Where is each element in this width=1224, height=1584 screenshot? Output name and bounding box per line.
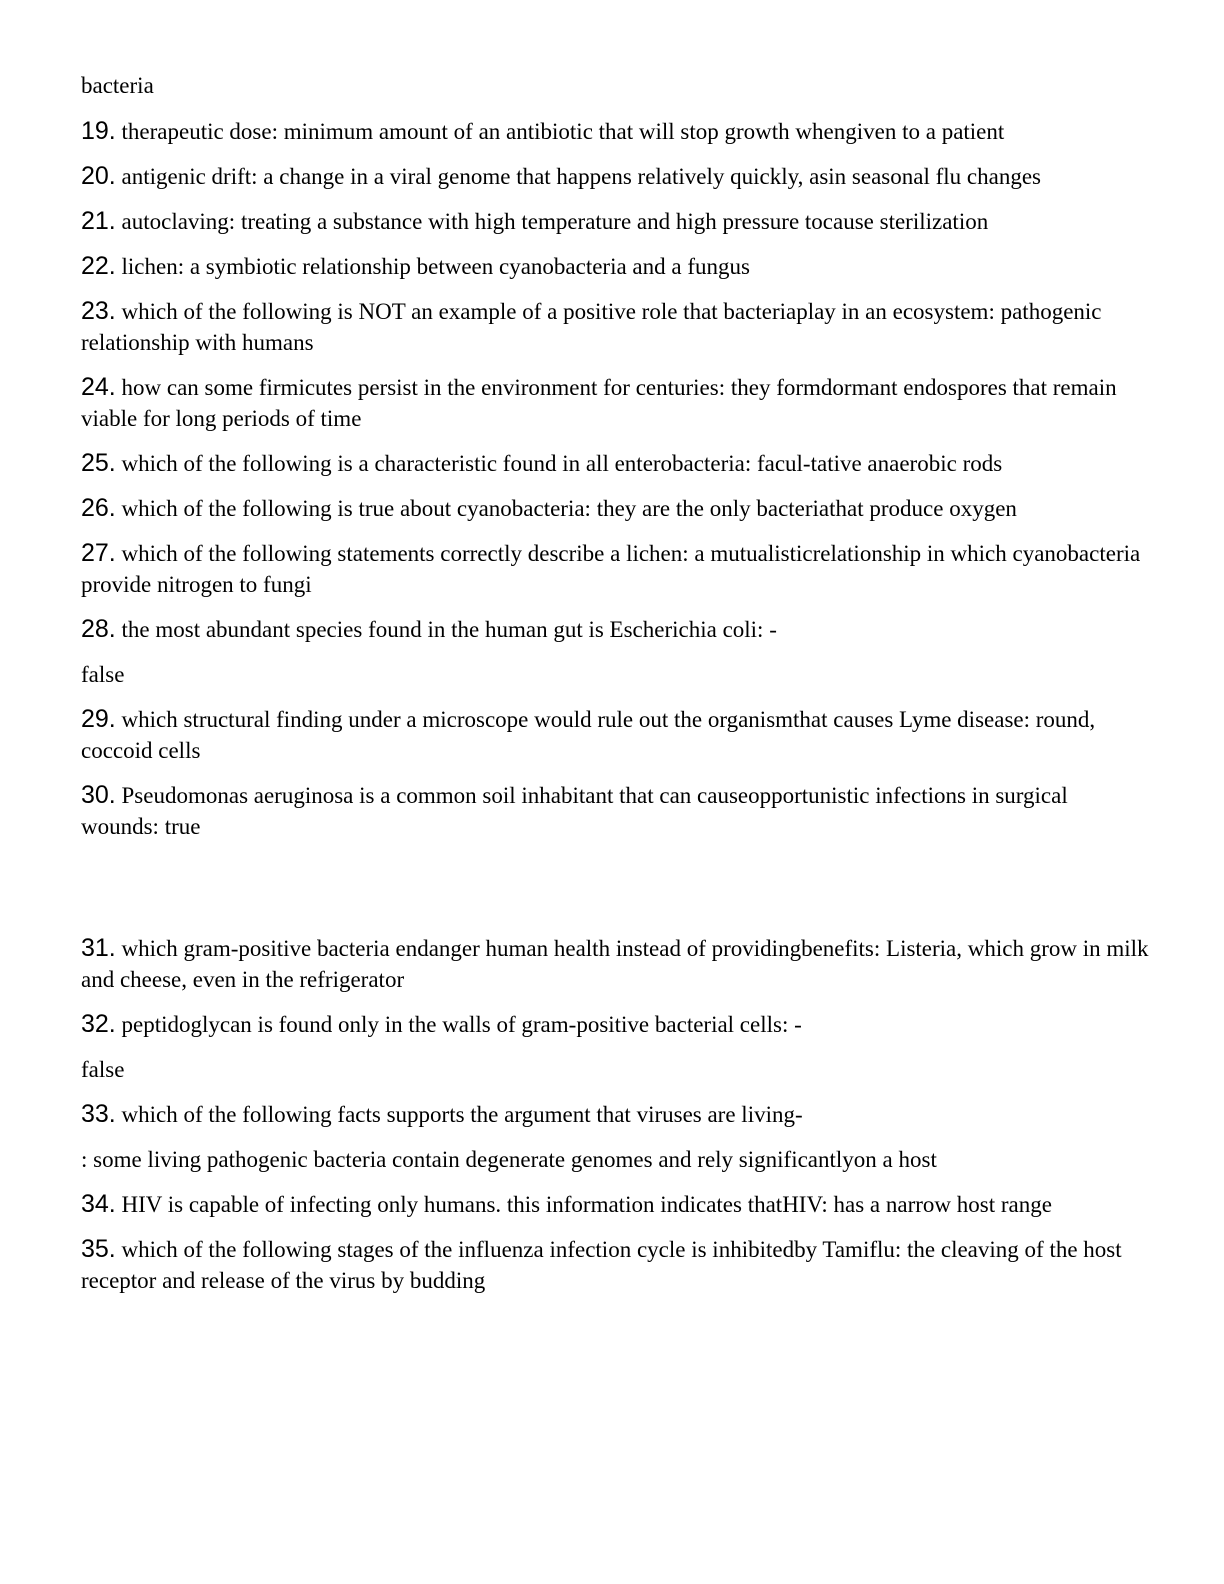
- question-number: 23.: [81, 297, 116, 325]
- question-20: [81, 161, 1151, 192]
- question-text: antigenic drift: a change in a viral genome that happens relatively quickly, asin seasonal flu changes: [115, 164, 1041, 189]
- question-number: 25.: [81, 449, 116, 477]
- question-23: [81, 296, 1151, 358]
- question-28: [81, 614, 1151, 645]
- question-21: [81, 206, 1151, 237]
- question-text: which structural finding under a microscope would rule out the organismthat causes Lyme disease: round, coccoid cells: [81, 707, 1096, 763]
- answer-32: false: [81, 1057, 125, 1082]
- question-33: [81, 1099, 1151, 1130]
- question-text: therapeutic dose: minimum amount of an antibiotic that will stop growth whengiven to a patient: [115, 119, 1005, 144]
- question-24: [81, 372, 1151, 434]
- question-text: Pseudomonas aeruginosa is a common soil inhabitant that can causeopportunistic infections in surgical wounds: true: [81, 783, 1068, 839]
- question-22: [81, 251, 1151, 282]
- question-32: [81, 1009, 1151, 1040]
- question-text: which of the following is NOT an example of a positive role that bacteriaplay in an ecosystem: pathogenic relationship with humans: [81, 299, 1102, 355]
- question-31: [81, 933, 1151, 995]
- question-number: 22.: [81, 252, 116, 280]
- answer-33: : some living pathogenic bacteria contain degenerate genomes and rely significantlyon a host: [81, 1147, 937, 1172]
- question-number: 24.: [81, 373, 116, 401]
- question-number: 29.: [81, 705, 116, 733]
- question-number: 19.: [81, 117, 116, 145]
- question-number: 28.: [81, 615, 116, 643]
- question-text: which gram-positive bacteria endanger human health instead of providingbenefits: Listeria, which grow in milk and cheese, even in the refrigerator: [81, 936, 1149, 992]
- question-number: 33.: [81, 1100, 116, 1128]
- question-text: which of the following stages of the influenza infection cycle is inhibitedby Tamiflu: the cleaving of the host receptor and release of the virus by budding: [81, 1237, 1122, 1293]
- question-number: 26.: [81, 494, 116, 522]
- continued-text: bacteria: [81, 73, 154, 98]
- question-27: [81, 538, 1151, 600]
- question-text: peptidoglycan is found only in the walls of gram-positive bacterial cells: -: [115, 1012, 802, 1037]
- question-34: [81, 1189, 1151, 1220]
- question-25: [81, 448, 1151, 479]
- question-35: [81, 1234, 1151, 1296]
- question-number: 31.: [81, 934, 116, 962]
- document-page: [81, 70, 1151, 1310]
- question-26: [81, 493, 1151, 524]
- question-text: how can some firmicutes persist in the environment for centuries: they formdormant endospores that remain viable for long periods of time: [81, 375, 1117, 431]
- question-number: 32.: [81, 1010, 116, 1038]
- question-text: lichen: a symbiotic relationship between cyanobacteria and a fungus: [115, 254, 750, 279]
- question-number: 27.: [81, 539, 116, 567]
- section-gap: [81, 856, 1151, 933]
- question-text: which of the following is a characteristic found in all enterobacteria: facul-tative anaerobic rods: [115, 451, 1003, 476]
- question-30: [81, 780, 1151, 842]
- question-number: 35.: [81, 1235, 116, 1263]
- question-29: [81, 704, 1151, 766]
- question-text: the most abundant species found in the human gut is Escherichia coli: -: [115, 617, 777, 642]
- question-text: which of the following statements correctly describe a lichen: a mutualisticrelationship in which cyanobacteria provide nitrogen to fungi: [81, 541, 1141, 597]
- question-text: autoclaving: treating a substance with high temperature and high pressure tocause sterilization: [115, 209, 989, 234]
- question-text: which of the following is true about cyanobacteria: they are the only bacteriathat produce oxygen: [115, 496, 1017, 521]
- question-number: 30.: [81, 781, 116, 809]
- question-number: 34.: [81, 1190, 116, 1218]
- answer-28: false: [81, 662, 125, 687]
- question-19: [81, 116, 1151, 147]
- question-text: which of the following facts supports the argument that viruses are living-: [115, 1102, 803, 1127]
- question-number: 20.: [81, 162, 116, 190]
- question-number: 21.: [81, 207, 116, 235]
- question-text: HIV is capable of infecting only humans. this information indicates thatHIV: has a narrow host range: [115, 1192, 1052, 1217]
